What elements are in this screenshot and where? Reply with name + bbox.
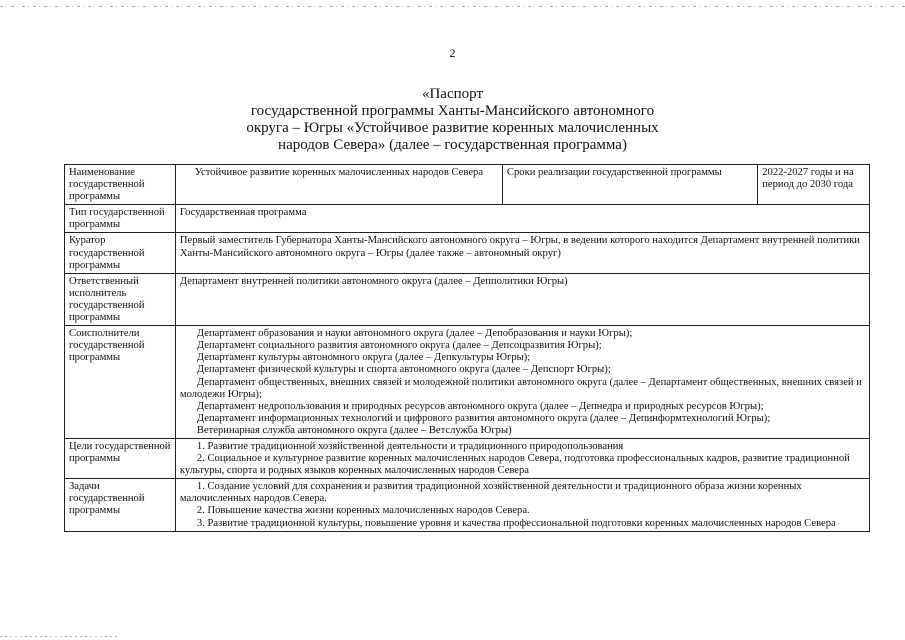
table-row-responsible <box>65 273 870 325</box>
list-item: Департамент физической культуры и спорта автономного округа (далее – Депспорт Югры); <box>196 364 611 376</box>
row-label-type: Тип государственной программы <box>65 205 176 233</box>
list-item: Департамент культуры автономного округа (далее – Депкультуры Югры); <box>196 352 531 364</box>
scan-edge-top <box>0 6 905 7</box>
list-item: 1. Создание условий для сохранения и развития традиционной хозяйственной деятельности и традиционного образа жизни коренных малочисленных народов Севера. <box>179 481 802 505</box>
scan-edge-bottom <box>0 636 120 637</box>
list-item: Департамент общественных, внешних связей и молодежной политики автономного округа (далее – Департамент общественных, внешних связей и молодежи Югры); <box>179 376 862 400</box>
table-row-goals <box>65 438 870 478</box>
tasks-list <box>175 479 869 531</box>
responsible-value: Департамент внутренней политики автономного округа (далее – Депполитики Югры) <box>175 273 869 325</box>
list-item: 2. Социальное и культурное развитие коренных малочисленных народов Севера, подготовка профессиональных кадров, развитие традиционной культуры, спорта и родных языков коренных малочисленных народов Севера <box>179 453 850 477</box>
table-row-tasks <box>65 479 870 531</box>
list-item: Департамент информационных технологий и цифрового развития автономного округа (далее – Депинформтехнологий Югры); <box>196 412 771 424</box>
list-item: Департамент недропользования и природных ресурсов автономного округа (далее – Депнедра и природных ресурсов Югры); <box>196 400 764 412</box>
row-label-curator: Куратор государственной программы <box>65 233 176 273</box>
curator-value: Первый заместитель Губернатора Ханты-Мансийского автономного округа – Югры, в ведении которого находится Департамент внутренней политики Ханты-Мансийского автономного округа – Югры (далее также – автономный округ) <box>175 233 869 273</box>
table-row-coexecutors <box>65 326 870 439</box>
document-title <box>0 86 905 154</box>
goals-list <box>175 438 869 478</box>
row-label-tasks: Задачи государственной программы <box>65 479 176 531</box>
title-line: «Паспорт <box>421 86 484 102</box>
list-item: Департамент социального развития автономного округа (далее – Депсоцразвития Югры); <box>196 340 602 352</box>
program-name-value: Устойчивое развитие коренных малочисленных народов Севера <box>175 165 502 205</box>
list-item: 3. Развитие традиционной культуры, повышение уровня и качества профессиональной подготовки коренных малочисленных народов Севера <box>196 517 836 529</box>
table-row-curator <box>65 233 870 273</box>
table-row-type <box>65 205 870 233</box>
term-label: Сроки реализации государственной программы <box>502 165 757 205</box>
row-label-coexecutors: Соисполнители государственной программы <box>65 326 176 439</box>
coexecutors-list <box>175 326 869 439</box>
row-label-name: Наименование государственной программы <box>65 165 176 205</box>
table-row-name <box>65 165 870 205</box>
row-label-goals: Цели государственной программы <box>65 438 176 478</box>
title-line: народов Севера» (далее – государственная программа) <box>278 137 627 153</box>
row-label-responsible: Ответственный исполнитель государственной программы <box>65 273 176 325</box>
program-passport-table <box>64 164 870 532</box>
term-value: 2022-2027 годы и на период до 2030 года <box>758 165 870 205</box>
list-item: 2. Повышение качества жизни коренных малочисленных народов Севера. <box>196 505 530 517</box>
list-item: 1. Развитие традиционной хозяйственной деятельности и традиционного природопользования <box>196 440 624 452</box>
page-number: 2 <box>449 46 456 60</box>
list-item: Ветеринарная служба автономного округа (далее – Ветслужба Югры) <box>196 424 512 436</box>
title-line: округа – Югры «Устойчивое развитие коренных малочисленных <box>246 120 659 136</box>
list-item: Департамент образования и науки автономного округа (далее – Депобразования и науки Югры); <box>196 328 633 340</box>
program-type-value: Государственная программа <box>175 205 869 233</box>
title-line: государственной программы Ханты-Мансийского автономного <box>250 103 655 119</box>
